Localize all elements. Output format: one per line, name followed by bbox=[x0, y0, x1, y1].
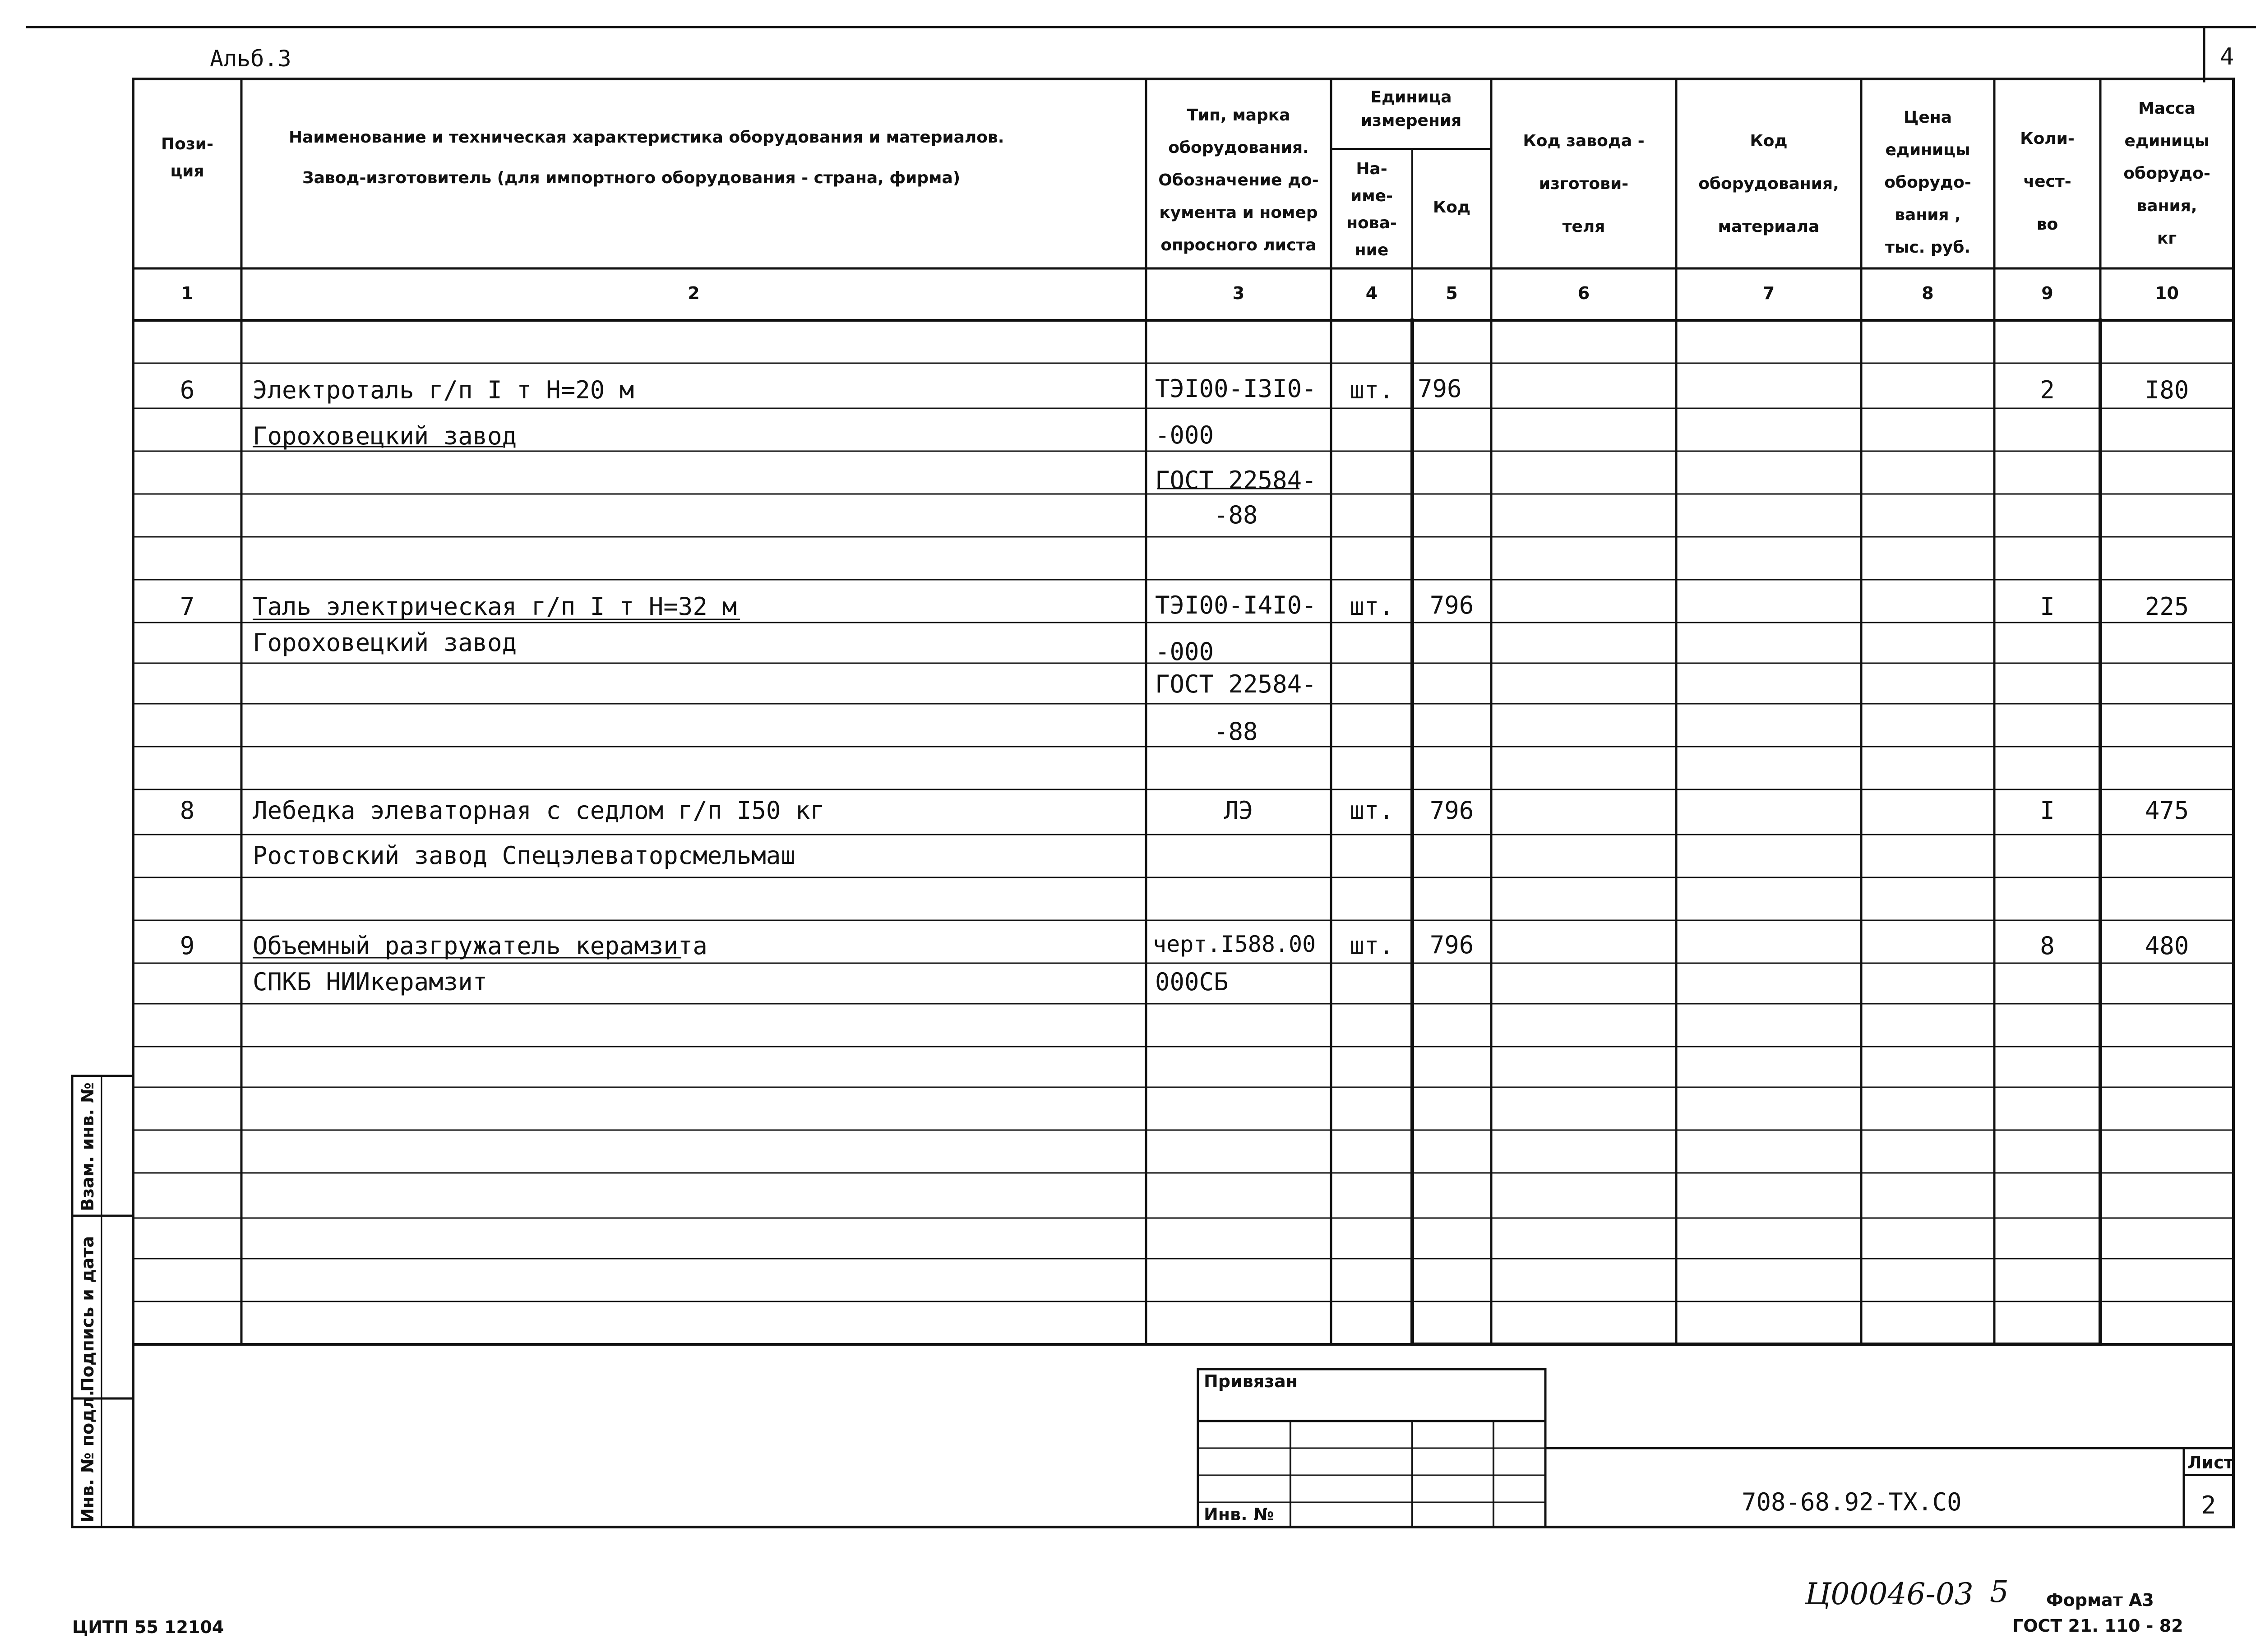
album-label: Альб.3 bbox=[210, 46, 291, 72]
row-position: 9 bbox=[180, 932, 195, 960]
row-position: 8 bbox=[180, 796, 195, 825]
row-name: Таль электрическая г/п I т Н=32 м bbox=[253, 592, 737, 621]
header-mass: Масса единицы оборудо- вания, кг bbox=[2123, 99, 2210, 248]
row-mass: 480 bbox=[2145, 932, 2189, 960]
row-mass: 475 bbox=[2145, 796, 2189, 825]
footer-gost: ГОСТ 21. 110 - 82 bbox=[2012, 1616, 2183, 1636]
handwritten-number: 5 bbox=[1990, 1574, 2009, 1609]
header-unit-group: Единица измерения bbox=[1360, 88, 1462, 130]
row-unit-code: 796 bbox=[1429, 591, 1474, 619]
colnum-5: 5 bbox=[1446, 283, 1458, 303]
header-unit-name: На- име- нова- ние bbox=[1346, 160, 1397, 259]
document-code: 708-68.92-ТХ.С0 bbox=[1742, 1488, 1962, 1516]
row-mass: 225 bbox=[2145, 592, 2189, 621]
colnum-3: 3 bbox=[1232, 283, 1245, 303]
row-quantity: I bbox=[2040, 592, 2055, 621]
row-position: 6 bbox=[180, 376, 195, 404]
row-type: -88 bbox=[1214, 717, 1258, 746]
header-price: Цена единицы оборудо- вания , тыс. руб. bbox=[1884, 108, 1971, 257]
header-quantity: Коли- чест- во bbox=[2020, 129, 2075, 234]
row-quantity: 2 bbox=[2040, 376, 2055, 404]
row-type: -88 bbox=[1214, 501, 1258, 529]
colnum-9: 9 bbox=[2041, 283, 2053, 303]
row-type: ЛЭ bbox=[1224, 796, 1253, 825]
row-type: -000 bbox=[1155, 421, 1214, 449]
row-unit-code: 796 bbox=[1429, 931, 1474, 959]
stamp-privyazan: Привязан bbox=[1204, 1371, 1298, 1391]
row-unit: шт. bbox=[1350, 376, 1394, 404]
colnum-2: 2 bbox=[688, 283, 700, 303]
row-name: Электроталь г/п I т Н=20 м bbox=[253, 376, 634, 404]
row-name: Ростовский завод Спецэлеваторсмельмаш bbox=[253, 841, 795, 870]
header-name: Наименование и техническая характеристика оборудования и материалов. Завод-изготовитель (для импортного оборудования - страна, фирма) bbox=[289, 128, 1004, 187]
header-type: Тип, марка оборудования. Обозначение до- кумента и номер опросного листа bbox=[1158, 106, 1319, 254]
row-quantity: I bbox=[2040, 796, 2055, 825]
side-label-original-inv: Инв. № подл. bbox=[78, 1389, 97, 1523]
handwritten-id: Ц00046-03 bbox=[1805, 1577, 1974, 1611]
row-unit: шт. bbox=[1350, 796, 1394, 825]
row-name: Гороховецкий завод bbox=[253, 422, 517, 450]
sheet-label: Лист bbox=[2187, 1453, 2234, 1472]
row-name: Гороховецкий завод bbox=[253, 628, 517, 657]
sheet-number: 2 bbox=[2201, 1491, 2216, 1519]
row-type: черт.I588.00 bbox=[1153, 931, 1316, 957]
row-type: 000СБ bbox=[1155, 968, 1229, 996]
header-factory-code: Код завода - изготови- теля bbox=[1523, 132, 1645, 236]
row-type: ГОСТ 22584- bbox=[1155, 670, 1317, 698]
row-unit: шт. bbox=[1350, 932, 1394, 960]
colnum-10: 10 bbox=[2155, 283, 2179, 303]
row-unit: шт. bbox=[1350, 592, 1394, 621]
page-number: 4 bbox=[2220, 43, 2234, 70]
stamp-inv-no: Инв. № bbox=[1204, 1504, 1274, 1524]
row-unit-code: 796 bbox=[1429, 796, 1474, 825]
row-type: ТЭI00-I3I0- bbox=[1155, 374, 1317, 403]
colnum-4: 4 bbox=[1365, 283, 1378, 303]
row-position: 7 bbox=[180, 592, 195, 621]
header-equipment-code: Код оборудования, материала bbox=[1698, 132, 1839, 236]
colnum-6: 6 bbox=[1577, 283, 1590, 303]
footer-publisher: ЦИТП 55 12104 bbox=[72, 1617, 224, 1637]
row-type: ТЭI00-I4I0- bbox=[1155, 591, 1317, 619]
row-unit-code: 796 bbox=[1418, 374, 1462, 403]
row-type: ГОСТ 22584- bbox=[1155, 466, 1317, 494]
row-mass: I80 bbox=[2145, 376, 2189, 404]
header-unit-code: Код bbox=[1433, 198, 1471, 217]
header-position: Пози- ция bbox=[161, 135, 213, 180]
row-quantity: 8 bbox=[2040, 932, 2055, 960]
row-name: Объемный разгружатель керамзита bbox=[253, 932, 707, 960]
side-label-signature-date: Подпись и дата bbox=[78, 1236, 97, 1392]
colnum-8: 8 bbox=[1922, 283, 1934, 303]
row-name: СПКБ НИИкерамзит bbox=[253, 968, 488, 996]
colnum-1: 1 bbox=[181, 283, 194, 303]
paper-format: Формат А3 bbox=[2046, 1590, 2154, 1610]
row-type: -000 bbox=[1155, 637, 1214, 666]
colnum-7: 7 bbox=[1762, 283, 1775, 303]
row-name: Лебедка элеваторная с седлом г/п I50 кг bbox=[253, 796, 825, 825]
side-label-replacement-inv: Взам. инв. № bbox=[78, 1082, 97, 1211]
